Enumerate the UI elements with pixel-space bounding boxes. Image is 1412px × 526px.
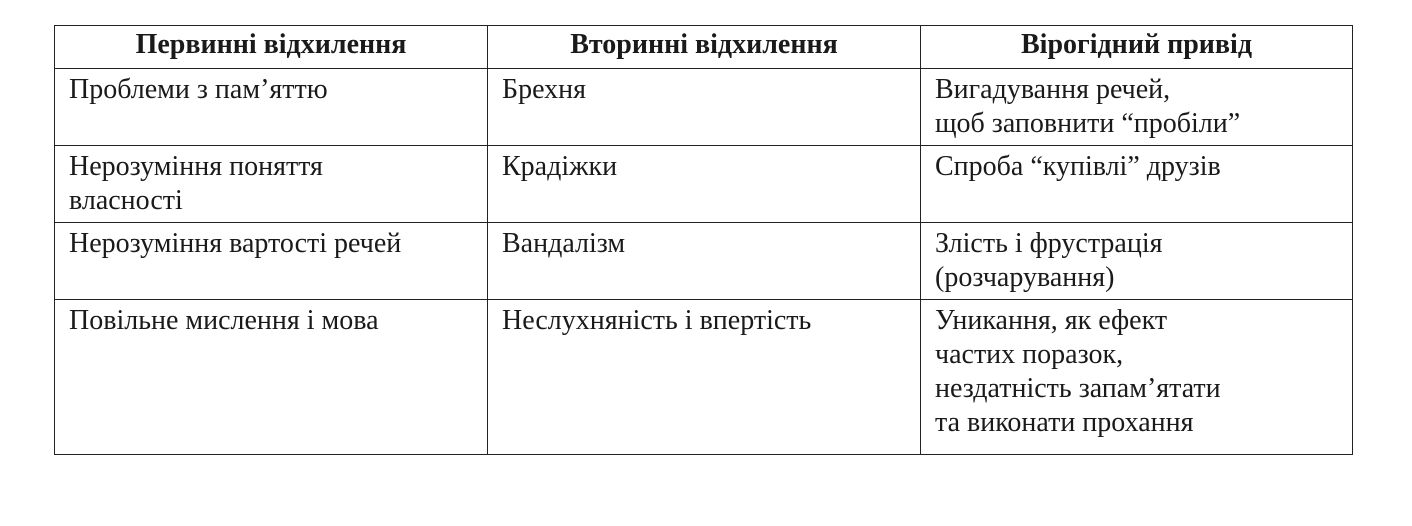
secondary-cell: Неслухняність і впертість xyxy=(488,300,921,455)
deviations-table xyxy=(54,25,1353,455)
cause-cell: Вигадування речей, щоб заповнити “пробіли” xyxy=(921,69,1353,146)
header-primary-deviations: Первинні відхилення xyxy=(55,26,488,69)
secondary-cell: Брехня xyxy=(488,69,921,146)
table-header-row xyxy=(55,26,1353,69)
table-row xyxy=(55,69,1353,146)
primary-cell: Проблеми з пам’яттю xyxy=(55,69,488,146)
table-row xyxy=(55,223,1353,300)
secondary-cell: Вандалізм xyxy=(488,223,921,300)
cause-cell: Злість і фрустрація (розчарування) xyxy=(921,223,1353,300)
header-secondary-deviations: Вторинні відхилення xyxy=(488,26,921,69)
cause-cell: Уникання, як ефект частих поразок, нездатність запам’ятати та виконати прохання xyxy=(921,300,1353,455)
table-row xyxy=(55,300,1353,455)
primary-cell: Нерозуміння поняття власності xyxy=(55,146,488,223)
table-row xyxy=(55,146,1353,223)
primary-cell: Нерозуміння вартості речей xyxy=(55,223,488,300)
secondary-cell: Крадіжки xyxy=(488,146,921,223)
header-probable-cause: Вірогідний привід xyxy=(921,26,1353,69)
cause-cell: Спроба “купівлі” друзів xyxy=(921,146,1353,223)
primary-cell: Повільне мислення і мова xyxy=(55,300,488,455)
